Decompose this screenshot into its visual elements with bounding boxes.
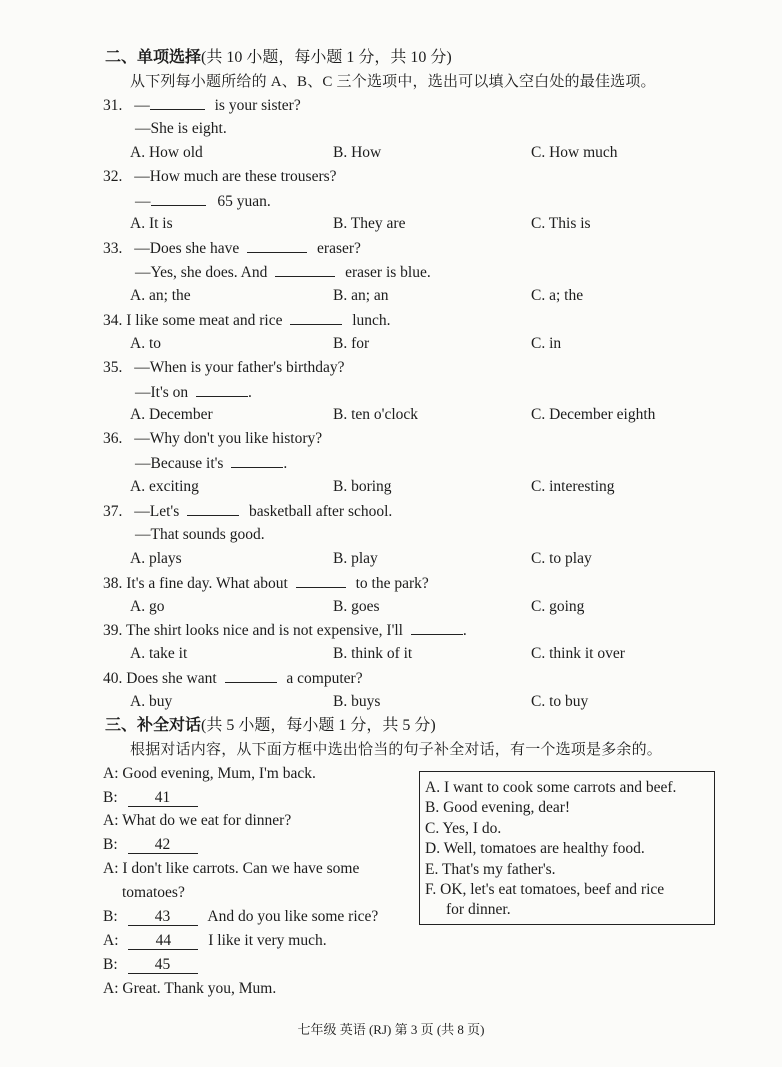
q32-answer-text: 65 yuan. xyxy=(217,193,271,210)
q36-text: —Why don't you like history? xyxy=(134,430,323,447)
box-option-f[interactable]: F. OK, let's eat tomatoes, beef and rice xyxy=(425,881,665,898)
q34-text-1: I like some meat and rice xyxy=(126,312,283,329)
q35-answer-line xyxy=(135,382,252,403)
q35-number: 35. xyxy=(103,359,123,376)
dialogue-line-6 xyxy=(103,907,378,927)
q33-blank-2[interactable] xyxy=(275,262,335,277)
q38-blank[interactable] xyxy=(296,573,346,588)
q32-option-a[interactable]: A. It is xyxy=(130,215,173,232)
q35-option-a[interactable]: A. December xyxy=(130,406,213,423)
question-33 xyxy=(103,238,361,259)
q33-option-b[interactable]: B. an; an xyxy=(333,287,389,304)
dialogue-line-4 xyxy=(103,835,198,855)
q35-text: —When is your father's birthday? xyxy=(134,359,345,376)
q34-blank[interactable] xyxy=(290,310,342,325)
question-35 xyxy=(103,358,345,378)
q35-period: . xyxy=(248,384,252,401)
options-box xyxy=(419,771,715,925)
speaker-b: B: xyxy=(103,789,118,806)
q35-answer-text: —It's on xyxy=(135,384,189,401)
question-31 xyxy=(103,95,301,116)
q39-option-b[interactable]: B. think of it xyxy=(333,645,413,662)
q36-answer-line xyxy=(135,453,287,474)
q31-option-c[interactable]: C. How much xyxy=(531,144,618,161)
q34-text-2: lunch. xyxy=(352,312,391,329)
question-34 xyxy=(103,310,391,331)
q36-blank[interactable] xyxy=(231,453,283,468)
blank-45[interactable]: 45 xyxy=(128,956,198,974)
question-38 xyxy=(103,573,429,594)
blank-43[interactable]: 43 xyxy=(128,908,198,926)
q33-answer-text-1: —Yes, she does. And xyxy=(135,264,268,281)
blank-42[interactable]: 42 xyxy=(128,836,198,854)
q31-number: 31. xyxy=(103,97,123,114)
section3-instruction: 根据对话内容，从下面方框中选出恰当的句子补全对话，有一个选项是多余的。 xyxy=(130,742,663,758)
box-option-d[interactable]: D. Well, tomatoes are healthy food. xyxy=(425,840,645,857)
q31-option-b[interactable]: B. How xyxy=(333,144,382,161)
speaker-b: B: xyxy=(103,956,118,973)
q38-text-2: to the park? xyxy=(355,575,429,592)
dialogue-line-2 xyxy=(103,788,198,808)
q32-number: 32. xyxy=(103,168,123,185)
q38-option-a[interactable]: A. go xyxy=(130,598,165,615)
q37-option-b[interactable]: B. play xyxy=(333,550,378,567)
q31-text: is your sister? xyxy=(214,97,301,114)
dialogue-line-1: A: Good evening, Mum, I'm back. xyxy=(103,765,316,782)
q39-blank[interactable] xyxy=(411,620,463,635)
section2-title-text: 二、单项选择 xyxy=(105,49,202,66)
dialogue-line-8 xyxy=(103,955,198,975)
q40-option-a[interactable]: A. buy xyxy=(130,693,173,710)
q39-text: The shirt looks nice and is not expensive, I'll xyxy=(125,622,403,639)
q34-option-c[interactable]: C. in xyxy=(531,335,562,352)
dialogue-line-6-text: And do you like some rice? xyxy=(207,908,379,925)
q38-number: 38. xyxy=(103,575,123,592)
question-40 xyxy=(103,668,363,689)
q36-period: . xyxy=(283,455,288,472)
question-39 xyxy=(103,620,467,641)
q35-option-b[interactable]: B. ten o'clock xyxy=(333,406,419,423)
q36-option-b[interactable]: B. boring xyxy=(333,478,392,495)
q40-option-b[interactable]: B. buys xyxy=(333,693,381,710)
section3-title xyxy=(105,716,436,736)
q32-option-c[interactable]: C. This is xyxy=(531,215,591,232)
q34-number: 34. xyxy=(103,312,123,329)
q39-option-c[interactable]: C. think it over xyxy=(531,645,625,662)
section2-instruction: 从下列每小题所给的 A、B、C 三个选项中，选出可以填入空白处的最佳选项。 xyxy=(130,74,656,90)
dialogue-line-3: A: What do we eat for dinner? xyxy=(103,812,292,829)
q36-number: 36. xyxy=(103,430,123,447)
q32-text: —How much are these trousers? xyxy=(134,168,337,185)
q36-option-c[interactable]: C. interesting xyxy=(531,478,615,495)
dialogue-line-9: A: Great. Thank you, Mum. xyxy=(103,980,277,997)
q39-period: . xyxy=(462,622,467,639)
speaker-b: B: xyxy=(103,908,118,925)
question-36 xyxy=(103,429,322,449)
dialogue-line-5: A: I don't like carrots. Can we have some xyxy=(103,860,360,877)
question-32 xyxy=(103,167,337,187)
section3-title-text: 三、补全对话 xyxy=(105,717,202,734)
box-option-c[interactable]: C. Yes, I do. xyxy=(425,820,502,837)
q33-option-a[interactable]: A. an; the xyxy=(130,287,191,304)
section2-score: (共 10 小题，每小题 1 分，共 10 分) xyxy=(201,49,452,66)
blank-44[interactable]: 44 xyxy=(128,932,198,950)
speaker-b: B: xyxy=(103,836,118,853)
q33-answer-text-2: eraser is blue. xyxy=(345,264,431,281)
q31-dash: — xyxy=(134,97,150,114)
q31-blank[interactable] xyxy=(150,95,205,110)
q33-number: 33. xyxy=(103,240,123,257)
q33-text-2: eraser? xyxy=(317,240,361,257)
q37-number: 37. xyxy=(103,503,123,520)
section2-title xyxy=(105,48,452,68)
q33-answer-line xyxy=(135,262,431,283)
page-footer: 七年级 英语 (RJ) 第 3 页 (共 8 页) xyxy=(297,1022,485,1037)
q40-text-2: a computer? xyxy=(286,670,363,687)
dialogue-line-7 xyxy=(103,931,327,951)
q32-blank[interactable] xyxy=(151,191,206,206)
q36-option-a[interactable]: A. exciting xyxy=(130,478,199,495)
q37-text-1: —Let's xyxy=(134,503,180,520)
box-option-b[interactable]: B. Good evening, dear! xyxy=(425,799,571,816)
q39-option-a[interactable]: A. take it xyxy=(130,645,188,662)
q37-option-a[interactable]: A. plays xyxy=(130,550,182,567)
q40-option-c[interactable]: C. to buy xyxy=(531,693,589,710)
q40-blank[interactable] xyxy=(225,668,277,683)
q38-text-1: It's a fine day. What about xyxy=(126,575,288,592)
q40-number: 40. xyxy=(103,670,123,687)
q33-blank-1[interactable] xyxy=(247,238,307,253)
blank-41[interactable]: 41 xyxy=(128,789,198,807)
q35-option-c[interactable]: C. December eighth xyxy=(531,406,656,423)
q38-option-c[interactable]: C. going xyxy=(531,598,585,615)
q34-option-a[interactable]: A. to xyxy=(130,335,161,352)
q31-answer-line: —She is eight. xyxy=(135,120,227,137)
q35-blank[interactable] xyxy=(196,382,248,397)
box-option-a[interactable]: A. I want to cook some carrots and beef. xyxy=(425,779,677,796)
q33-option-c[interactable]: C. a; the xyxy=(531,287,584,304)
q37-answer-line: —That sounds good. xyxy=(135,526,265,543)
q32-dash: — xyxy=(135,193,151,210)
dialogue-line-7-text: I like it very much. xyxy=(208,932,327,949)
box-option-e[interactable]: E. That's my father's. xyxy=(425,861,556,878)
section3-score: (共 5 小题，每小题 1 分，共 5 分) xyxy=(201,717,436,734)
box-option-f-cont: for dinner. xyxy=(446,901,511,918)
q38-option-b[interactable]: B. goes xyxy=(333,598,380,615)
q37-text-2: basketball after school. xyxy=(248,503,393,520)
speaker-a: A: xyxy=(103,932,119,949)
q34-option-b[interactable]: B. for xyxy=(333,335,370,352)
q32-option-b[interactable]: B. They are xyxy=(333,215,406,232)
q37-blank[interactable] xyxy=(187,501,239,516)
question-37 xyxy=(103,501,392,522)
dialogue-line-5-cont: tomatoes? xyxy=(122,884,185,901)
q40-text-1: Does she want xyxy=(126,670,217,687)
q31-option-a[interactable]: A. How old xyxy=(130,144,203,161)
q32-answer-line xyxy=(135,191,271,212)
q33-text-1: —Does she have xyxy=(134,240,240,257)
q39-number: 39. xyxy=(103,622,123,639)
q36-answer-text: —Because it's xyxy=(135,455,224,472)
q37-option-c[interactable]: C. to play xyxy=(531,550,592,567)
